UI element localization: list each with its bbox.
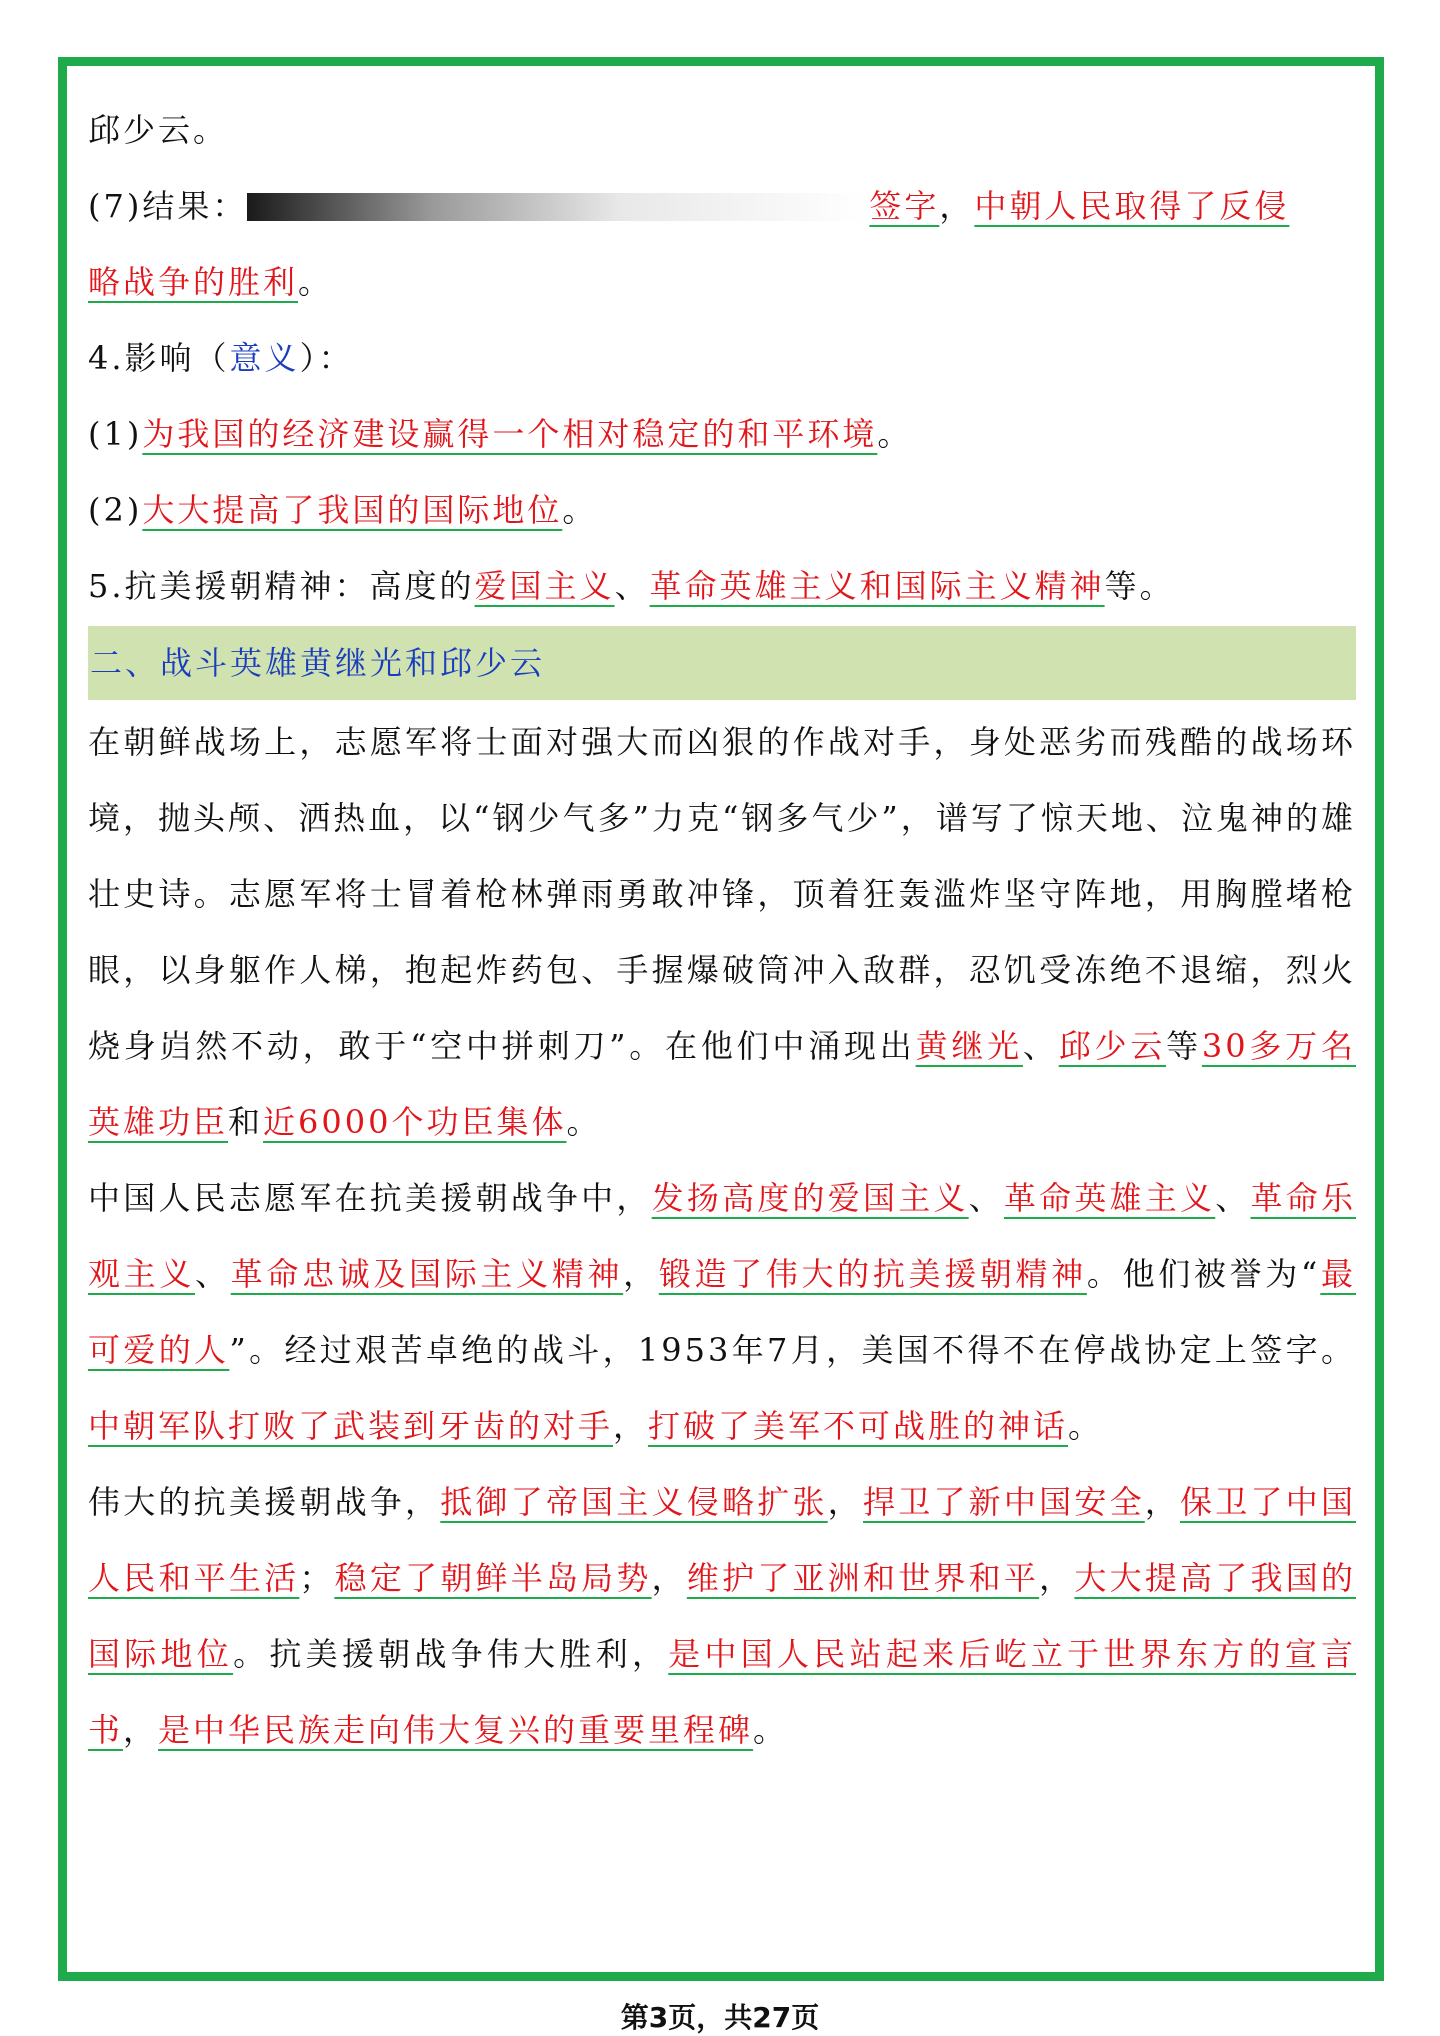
plain-text: 在朝鲜战场上，志愿军将士面对强大而凶狠的作战对手，身处恶劣而残酷的战场环境，抛头颅、洒热血，以“钢少气多”力克“钢多气少”，谱写了惊天地、泣鬼神的雄壮史诗。志愿军将士冒着枪林弹雨勇敢冲锋，顶着狂轰滥炸坚守阵地，用胸膛堵枪眼，以身躯作人梯，抱起炸药包、手握爆破筒冲入敌群，忍饥受冻绝不退缩，烈火烧身岿然不动，敢于“空中拼刺刀”。在他们中涌现出	[88, 723, 1356, 1065]
highlighted-term: 黄继光	[915, 1027, 1023, 1065]
significance-term: 意义	[229, 339, 300, 377]
punctuation: 、	[614, 567, 650, 605]
result-line	[88, 168, 1356, 244]
paragraph-heroes	[88, 704, 1356, 1160]
text-line	[88, 244, 1356, 320]
highlighted-term: 爱国主义	[474, 567, 615, 605]
punctuation: 。	[566, 1103, 602, 1141]
highlighted-term: 最可爱的人	[88, 1255, 1356, 1369]
influence-item-1	[88, 396, 1356, 472]
plain-text: 4.影响（	[88, 339, 230, 377]
paragraph-victory	[88, 1464, 1356, 1768]
highlighted-term: 是中国人民站起来后屹立于世界东方的宣言书	[88, 1635, 1356, 1749]
item-number: (1)	[88, 415, 143, 453]
highlighted-term: 维护了亚洲和世界和平	[686, 1559, 1040, 1597]
highlighted-term: 发扬高度的爱国主义	[651, 1179, 969, 1217]
punctuation: 。	[1068, 1407, 1104, 1445]
punctuation: ，	[939, 187, 975, 225]
highlighted-term: 抵御了帝国主义侵略扩张	[440, 1483, 828, 1521]
highlighted-term: 捍卫了新中国安全	[863, 1483, 1145, 1521]
highlighted-term: 邱少云	[1058, 1027, 1167, 1065]
punctuation: ，	[1144, 1483, 1181, 1521]
highlighted-term: 为我国的经济建设赢得一个相对稳定的和平环境	[142, 415, 878, 453]
highlighted-term: 签字	[869, 187, 940, 225]
plain-text: 等	[1166, 1027, 1202, 1065]
highlighted-term: 中朝人民取得了反侵	[974, 187, 1290, 225]
highlighted-term: 30多万名英雄功臣	[88, 1027, 1356, 1141]
plain-text: 。	[193, 111, 229, 149]
punctuation: 、	[968, 1179, 1004, 1217]
highlighted-term: 锻造了伟大的抗美援朝精神	[658, 1255, 1087, 1293]
punctuation: 。	[753, 1711, 789, 1749]
highlighted-term: 革命乐观主义	[88, 1179, 1356, 1293]
highlighted-term: 中朝军队打败了武装到牙齿的对手	[88, 1407, 614, 1445]
highlighted-term: 革命英雄主义	[1003, 1179, 1216, 1217]
punctuation: 、	[195, 1255, 231, 1293]
punctuation: ，	[623, 1255, 659, 1293]
plain-text: 。他们被誉为“	[1086, 1255, 1321, 1293]
plain-text: ”。经过艰苦卓绝的战斗，1953年7月，美国不得不在停战协定上签字。	[229, 1331, 1356, 1369]
plain-text: 5.抗美援朝精神：高度的	[88, 567, 475, 605]
highlighted-term: 保卫了中国人民和平生活	[88, 1483, 1356, 1597]
result-label: (7)结果：	[88, 187, 248, 225]
punctuation: 、	[1022, 1027, 1059, 1065]
highlighted-term: 略战争的胜利	[88, 263, 299, 301]
punctuation: ；	[299, 1559, 335, 1597]
item-number: (2)	[88, 491, 143, 529]
punctuation: ，	[1039, 1559, 1075, 1597]
plain-text: 和	[228, 1103, 264, 1141]
highlighted-term: 大大提高了我国的国际地位	[142, 491, 563, 529]
highlighted-term: 革命忠诚及国际主义精神	[230, 1255, 624, 1293]
redaction-gradient-bar	[247, 193, 867, 221]
punctuation: 、	[1215, 1179, 1251, 1217]
punctuation: ，	[827, 1483, 863, 1521]
highlighted-term: 打破了美军不可战胜的神话	[648, 1407, 1069, 1445]
section-heading: 二、战斗英雄黄继光和邱少云	[88, 626, 1356, 700]
plain-text: 伟大的抗美援朝战争，	[88, 1483, 441, 1521]
punctuation: ，	[613, 1407, 649, 1445]
paragraph-spirit	[88, 1160, 1356, 1464]
plain-text: 邱少云	[88, 111, 194, 149]
punctuation: ，	[123, 1711, 159, 1749]
document-body	[88, 92, 1356, 1768]
highlighted-term: 是中华民族走向伟大复兴的重要里程碑	[158, 1711, 754, 1749]
punctuation: 。	[562, 491, 598, 529]
highlighted-term: 革命英雄主义和国际主义精神	[649, 567, 1105, 605]
highlighted-term: 大大提高了我国的国际地位	[88, 1559, 1356, 1673]
page-number: 第3页，共27页	[620, 2001, 820, 2034]
text-line	[88, 92, 1356, 168]
influence-item-2	[88, 472, 1356, 548]
punctuation: 。	[877, 415, 913, 453]
plain-text: 等。	[1104, 567, 1175, 605]
highlighted-term: 稳定了朝鲜半岛局势	[334, 1559, 652, 1597]
plain-text: ）：	[299, 339, 354, 377]
spirit-line	[88, 548, 1356, 624]
punctuation: ，	[651, 1559, 687, 1597]
influence-heading	[88, 320, 1356, 396]
punctuation: 。	[298, 263, 334, 301]
plain-text: 中国人民志愿军在抗美援朝战争中，	[88, 1179, 652, 1217]
plain-text: 。抗美援朝战争伟大胜利，	[233, 1635, 669, 1673]
highlighted-term: 近6000个功臣集体	[263, 1103, 567, 1141]
